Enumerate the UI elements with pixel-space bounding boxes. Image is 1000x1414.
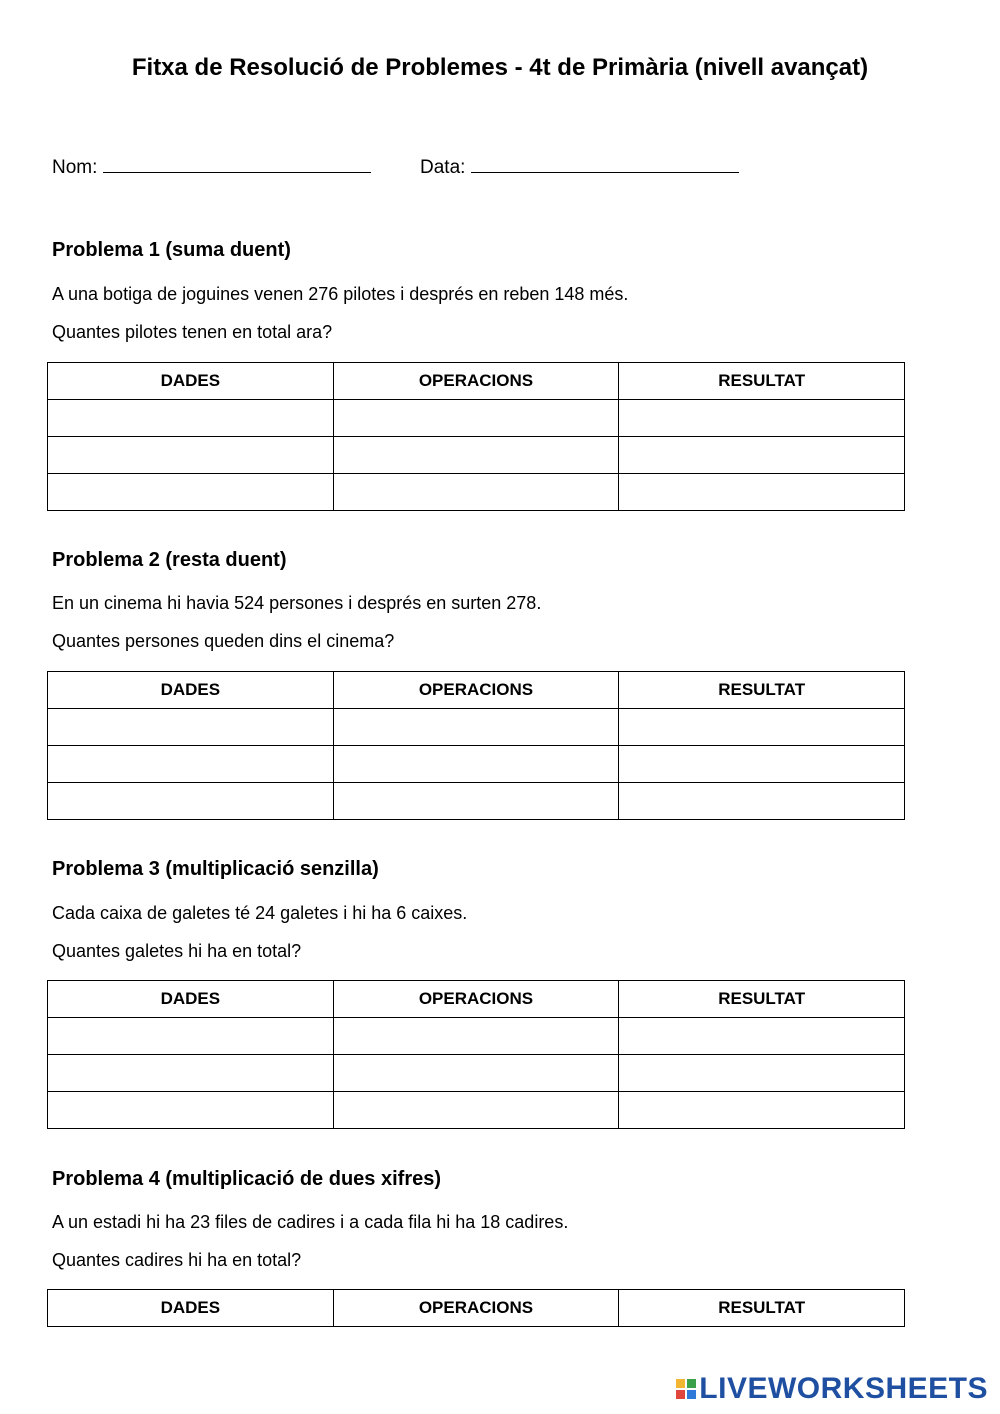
resultat-cell[interactable] bbox=[619, 709, 905, 746]
liveworksheets-logo[interactable] bbox=[676, 1372, 988, 1406]
table-row bbox=[48, 709, 905, 746]
problem-statement: A un estadi hi ha 23 files de cadires i a cada fila hi ha 18 cadires. bbox=[52, 1212, 569, 1232]
resultat-cell[interactable] bbox=[619, 1018, 905, 1055]
dades-cell[interactable] bbox=[48, 437, 334, 474]
dades-header: DADES bbox=[48, 363, 334, 400]
page-title: Fitxa de Resolució de Problemes - 4t de Primària (nivell avançat) bbox=[131, 54, 869, 81]
dades-cell[interactable] bbox=[48, 783, 334, 820]
operacions-cell[interactable] bbox=[333, 400, 619, 437]
resultat-header: RESULTAT bbox=[619, 981, 905, 1018]
operacions-header: OPERACIONS bbox=[333, 1290, 619, 1327]
problem-question: Quantes persones queden dins el cinema? bbox=[52, 631, 395, 651]
operacions-header: OPERACIONS bbox=[333, 981, 619, 1018]
table-row bbox=[48, 1092, 905, 1129]
name-label: Nom: bbox=[52, 157, 98, 178]
problem-statement: En un cinema hi havia 524 persones i després en surten 278. bbox=[52, 593, 542, 613]
problem-heading: Problema 1 (suma duent) bbox=[52, 239, 291, 261]
resultat-header: RESULTAT bbox=[619, 672, 905, 709]
date-label: Data: bbox=[420, 157, 466, 178]
dades-header: DADES bbox=[48, 981, 334, 1018]
dades-cell[interactable] bbox=[48, 400, 334, 437]
operacions-cell[interactable] bbox=[333, 783, 619, 820]
answer-table bbox=[47, 1289, 905, 1327]
problem-heading: Problema 3 (multiplicació senzilla) bbox=[52, 858, 379, 880]
resultat-cell[interactable] bbox=[619, 783, 905, 820]
table-row bbox=[48, 400, 905, 437]
table-row bbox=[48, 1018, 905, 1055]
table-row bbox=[48, 474, 905, 511]
operacions-cell[interactable] bbox=[333, 1055, 619, 1092]
answer-table bbox=[47, 980, 905, 1129]
dades-cell[interactable] bbox=[48, 1018, 334, 1055]
operacions-cell[interactable] bbox=[333, 1092, 619, 1129]
problem-question: Quantes cadires hi ha en total? bbox=[52, 1250, 302, 1270]
dades-header: DADES bbox=[48, 672, 334, 709]
resultat-cell[interactable] bbox=[619, 437, 905, 474]
dades-cell[interactable] bbox=[48, 1092, 334, 1129]
operacions-cell[interactable] bbox=[333, 1018, 619, 1055]
problem-statement: A una botiga de joguines venen 276 pilotes i després en reben 148 més. bbox=[52, 284, 629, 304]
name-field bbox=[52, 154, 371, 179]
problem-statement: Cada caixa de galetes té 24 galetes i hi ha 6 caixes. bbox=[52, 903, 468, 923]
date-input[interactable] bbox=[471, 154, 739, 173]
date-field bbox=[420, 154, 739, 179]
resultat-header: RESULTAT bbox=[619, 1290, 905, 1327]
table-row bbox=[48, 746, 905, 783]
resultat-cell[interactable] bbox=[619, 474, 905, 511]
table-header-row bbox=[48, 981, 905, 1018]
operacions-header: OPERACIONS bbox=[333, 672, 619, 709]
operacions-cell[interactable] bbox=[333, 746, 619, 783]
resultat-cell[interactable] bbox=[619, 1092, 905, 1129]
table-row bbox=[48, 437, 905, 474]
dades-cell[interactable] bbox=[48, 709, 334, 746]
table-header-row bbox=[48, 672, 905, 709]
resultat-cell[interactable] bbox=[619, 1055, 905, 1092]
operacions-header: OPERACIONS bbox=[333, 363, 619, 400]
dades-header: DADES bbox=[48, 1290, 334, 1327]
problem-heading: Problema 4 (multiplicació de dues xifres) bbox=[52, 1168, 442, 1190]
resultat-cell[interactable] bbox=[619, 746, 905, 783]
logo-text: LIVEWORKSHEETS bbox=[699, 1372, 988, 1405]
operacions-cell[interactable] bbox=[333, 474, 619, 511]
dades-cell[interactable] bbox=[48, 746, 334, 783]
table-header-row bbox=[48, 1290, 905, 1327]
logo-mark-icon bbox=[676, 1379, 696, 1399]
operacions-cell[interactable] bbox=[333, 709, 619, 746]
resultat-cell[interactable] bbox=[619, 400, 905, 437]
problem-heading: Problema 2 (resta duent) bbox=[52, 549, 287, 571]
answer-table bbox=[47, 362, 905, 511]
resultat-header: RESULTAT bbox=[619, 363, 905, 400]
name-input[interactable] bbox=[103, 154, 371, 173]
table-row bbox=[48, 783, 905, 820]
dades-cell[interactable] bbox=[48, 1055, 334, 1092]
table-header-row bbox=[48, 363, 905, 400]
dades-cell[interactable] bbox=[48, 474, 334, 511]
problem-question: Quantes galetes hi ha en total? bbox=[52, 941, 302, 961]
problem-question: Quantes pilotes tenen en total ara? bbox=[52, 322, 333, 342]
table-row bbox=[48, 1055, 905, 1092]
answer-table bbox=[47, 671, 905, 820]
operacions-cell[interactable] bbox=[333, 437, 619, 474]
